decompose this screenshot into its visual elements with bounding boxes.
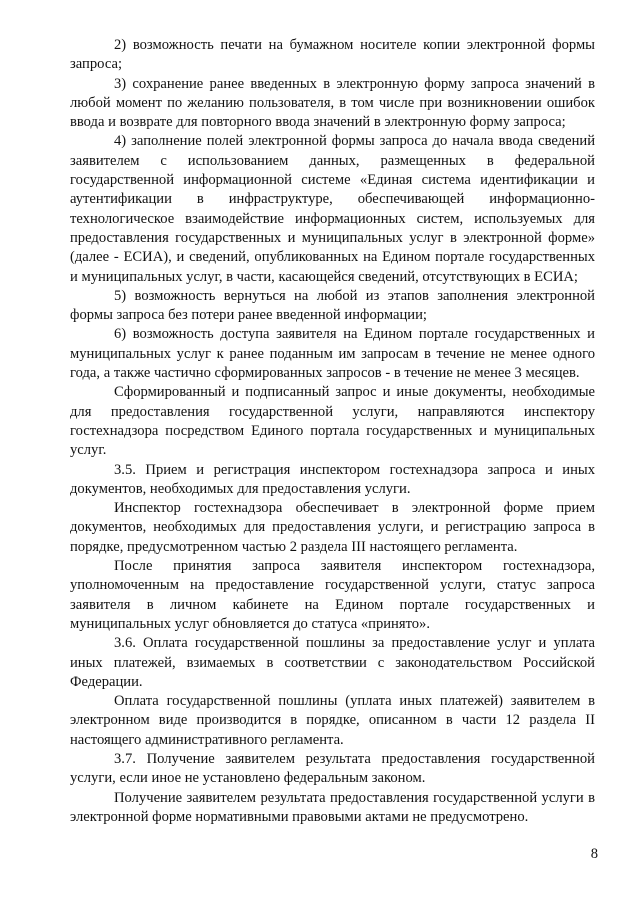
paragraph-status-accepted: После принятия запроса заявителя инспектором гостехнадзора, уполномоченным на предоставление государственной услуги, статус запроса заявителя в личном кабинете на Едином портале государственных и муниципальных услуг обновляется до статуса «принято». (70, 558, 595, 632)
paragraph-item-6-access-requests: 6) возможность доступа заявителя на Едином портале государственных и муниципальных услуг к ранее поданным им запросам в течение не менее одного года, а также частично сформированных запросов - в течение не менее 3 месяцев. (70, 326, 595, 382)
paragraph-item-3-save-values: 3) сохранение ранее введенных в электронную форму запроса значений в любой момент по желанию пользователя, в том числе при возникновении ошибок ввода и возврате для повторного ввода значений в электронную форму запроса; (70, 75, 595, 131)
paragraph-fee-payment: Оплата государственной пошлины (уплата иных платежей) заявителем в электронном виде производится в порядке, описанном в части 12 раздела II настоящего административного регламента. (70, 693, 595, 748)
document-body (70, 36, 595, 827)
paragraph-inspector-registration: Инспектор гостехнадзора обеспечивает в электронной форме прием документов, необходимых для предоставления услуги, и регистрацию запроса в порядке, предусмотренном частью 2 раздела III настоящего регламента. (70, 500, 595, 555)
paragraph-item-4-prefill-esia: 4) заполнение полей электронной формы запроса до начала ввода сведений заявителем с использованием данных, размещенных в федеральной государственной информационной системе «Единая система идентификации и аутентификации в инфраструктуре, обеспечивающей информационно-технологическое взаимодействие информационных систем, используемых для предоставления государственных и муниципальных услуг в электронной форме» (далее - ЕСИА), и сведений, опубликованных на Едином портале государственных и муниципальных услуг, в части, касающейся сведений, отсутствующих в ЕСИА; (70, 133, 595, 285)
paragraph-request-submission: Сформированный и подписанный запрос и иные документы, необходимые для предоставления государственной услуги, направляются инспектору гостехнадзора посредством Единого портала государственных и муниципальных услуг. (70, 384, 595, 459)
paragraph-item-2-print: 2) возможность печати на бумажном носителе копии электронной формы запроса; (70, 37, 595, 73)
section-heading-3-7: 3.7. Получение заявителем результата предоставления государственной услуги, если иное не установлено федеральным законом. (70, 750, 595, 787)
page-number: 8 (590, 846, 598, 862)
paragraph-result-not-provided: Получение заявителем результата предоставления государственной услуги в электронной форме нормативными правовыми актами не предусмотрено. (70, 789, 595, 825)
section-heading-3-5: 3.5. Прием и регистрация инспектором гостехнадзора запроса и иных документов, необходимых для предоставления услуги. (70, 461, 595, 497)
section-heading-3-6: 3.6. Оплата государственной пошлины за предоставление услуг и уплата иных платежей, взимаемых в соответствии с законодательством Российской Федерации. (70, 635, 595, 690)
paragraph-item-5-return-step: 5) возможность вернуться на любой из этапов заполнения электронной формы запроса без потери ранее введенной информации; (70, 287, 595, 324)
